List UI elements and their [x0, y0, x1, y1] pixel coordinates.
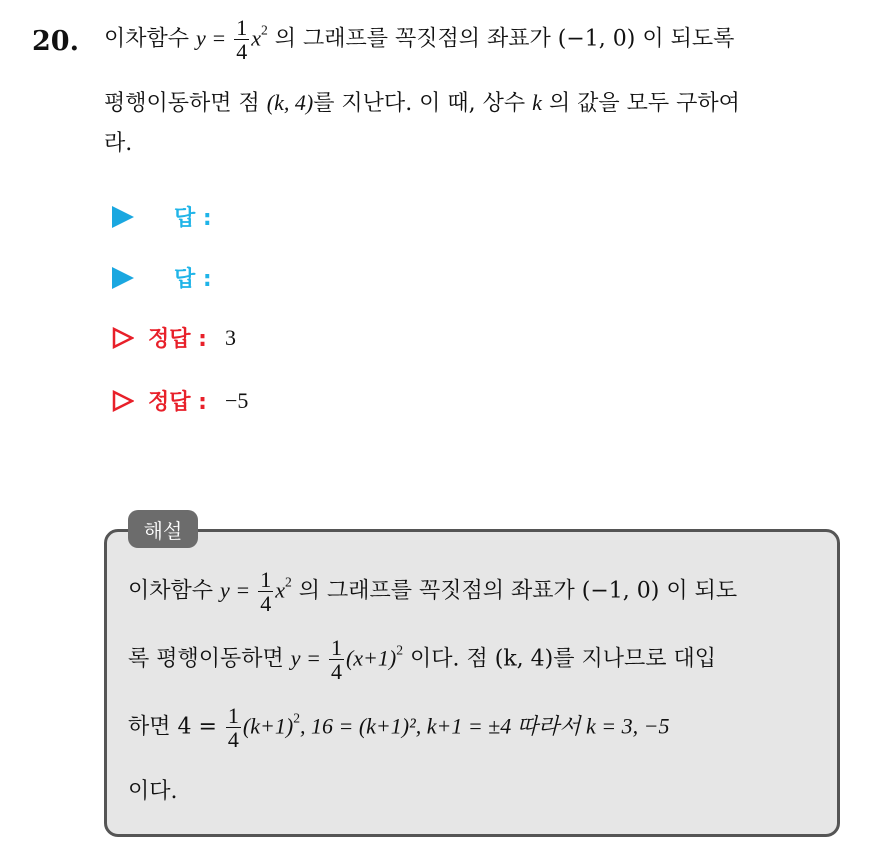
solution-text: 록 평행이동하면 [128, 646, 284, 672]
fraction-denominator: 4 [227, 727, 239, 753]
correct-answer-label: 정답 : [148, 327, 207, 352]
answer-row [112, 262, 212, 293]
fraction-numerator: 1 [260, 567, 272, 592]
var-y: y [220, 577, 230, 603]
question-text-post: 의 그래프를 꼭짓점의 좌표가 (−1, 0) 이 되도록 [274, 26, 735, 52]
var-y: y [290, 645, 301, 671]
solution-tag: 해설 [128, 510, 198, 548]
correct-answer-row [112, 322, 236, 353]
fraction-one-quarter [226, 704, 241, 751]
solution-text: 이다. 점 (k, 4)를 지나므로 대입 [410, 646, 716, 672]
var-y: y [196, 25, 206, 51]
fraction-one-quarter [329, 636, 344, 683]
exponent: 2 [260, 22, 268, 38]
question-text-pre: 평행이동하면 점 [104, 91, 260, 116]
exponent: 2 [293, 710, 300, 726]
fraction-numerator: 1 [330, 635, 342, 660]
answer-label: 답 : [174, 267, 212, 292]
equals-sign: = [236, 577, 250, 603]
correct-answer-value: 3 [224, 324, 236, 350]
fraction-denominator: 4 [260, 591, 272, 617]
solution-text: , 16 = (k+1)², k+1 = ±4 따라서 k = 3, −5 [300, 713, 670, 739]
question-line-1 [104, 16, 734, 63]
solution-text: 의 그래프를 꼭짓점의 좌표가 (−1, 0) 이 되도 [298, 578, 738, 604]
expression: (k+1) [242, 713, 294, 739]
play-triangle-icon [112, 206, 134, 228]
solution-line-2 [128, 636, 716, 683]
question-text-mid: 를 지난다. 이 때, 상수 [313, 91, 526, 116]
question-number: 20. [32, 26, 79, 57]
fraction-denominator: 4 [236, 39, 248, 65]
question-text-post: 의 값을 모두 구하여 [548, 91, 740, 116]
var-x: x [251, 25, 261, 51]
question-line-3: 라. [104, 131, 133, 156]
correct-answer-value: −5 [224, 387, 249, 413]
play-triangle-icon [112, 267, 134, 289]
correct-answer-label: 정답 : [148, 390, 207, 415]
correct-answer-row [112, 385, 248, 416]
answer-label: 답 : [174, 206, 212, 231]
fraction-one-quarter [258, 568, 273, 615]
fraction-numerator: 1 [236, 15, 248, 40]
solution-line-1 [128, 568, 737, 615]
var-k: k [532, 90, 542, 115]
answer-row [112, 201, 212, 232]
var-x: x [275, 577, 285, 603]
point-k-4: (k, 4) [266, 90, 314, 115]
expression: (x+1) [345, 645, 397, 671]
equals-sign: = [212, 25, 226, 51]
exponent: 2 [396, 642, 404, 658]
fraction-denominator: 4 [330, 659, 342, 685]
solution-line-3 [128, 704, 669, 751]
outline-triangle-icon [112, 390, 134, 412]
fraction-numerator: 1 [227, 703, 239, 728]
exponent: 2 [284, 574, 292, 590]
question-text-pre: 이차함수 [104, 26, 190, 52]
fraction-one-quarter [234, 16, 249, 63]
solution-line-4: 이다. [128, 779, 178, 804]
equals-sign: = [307, 645, 320, 671]
solution-text: 이차함수 [128, 578, 214, 604]
question-line-2 [104, 86, 740, 117]
outline-triangle-icon [112, 327, 134, 349]
solution-text: 하면 4 = [128, 714, 217, 740]
